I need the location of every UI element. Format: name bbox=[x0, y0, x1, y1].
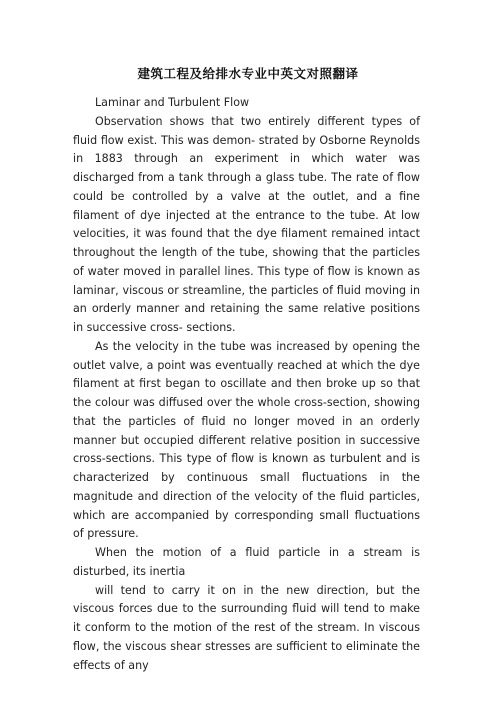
section-heading: Laminar and Turbulent Flow bbox=[95, 96, 250, 109]
paragraph-3: When the motion of a fluid particle in a stream is disturbed, its inertia bbox=[73, 546, 420, 578]
document-body bbox=[73, 94, 420, 675]
paragraph-4: will tend to carry it on in the new direction, but the viscous forces due to the surrounding fluid will tend to make it conform to the motion of the rest of the stream. In viscous flow, the viscous shear stresses are sufficient to eliminate the effects of any bbox=[73, 583, 420, 672]
document-title: 建筑工程及给排水专业中英文对照翻译 bbox=[137, 66, 359, 81]
paragraph-1: Observation shows that two entirely different types of fluid flow exist. This was demon- strated by Osborne Reynolds in 1883 through an experiment in which water was discharged from a tank through a glass tube. The rate of flow could be controlled by a valve at the outlet, and a fine filament of dye injected at the entrance to the tube. At low velocities, it was found that the dye filament remained intact throughout the length of the tube, showing that the particles of water moved in parallel lines. This type of flow is known as laminar, viscous or streamline, the particles of fluid moving in an orderly manner and retaining the same relative positions in successive cross- sections. bbox=[73, 114, 420, 334]
paragraph-2: As the velocity in the tube was increased by opening the outlet valve, a point was eventually reached at which the dye filament at first began to oscillate and then broke up so that the colour was diffused over the whole cross-section, showing that the particles of fluid no longer moved in an orderly manner but occupied different relative position in successive cross-sections. This type of flow is known as turbulent and is characterized by continuous small fluctuations in the magnitude and direction of the velocity of the fluid particles, which are accompanied by corresponding small fluctuations of pressure. bbox=[73, 339, 420, 541]
